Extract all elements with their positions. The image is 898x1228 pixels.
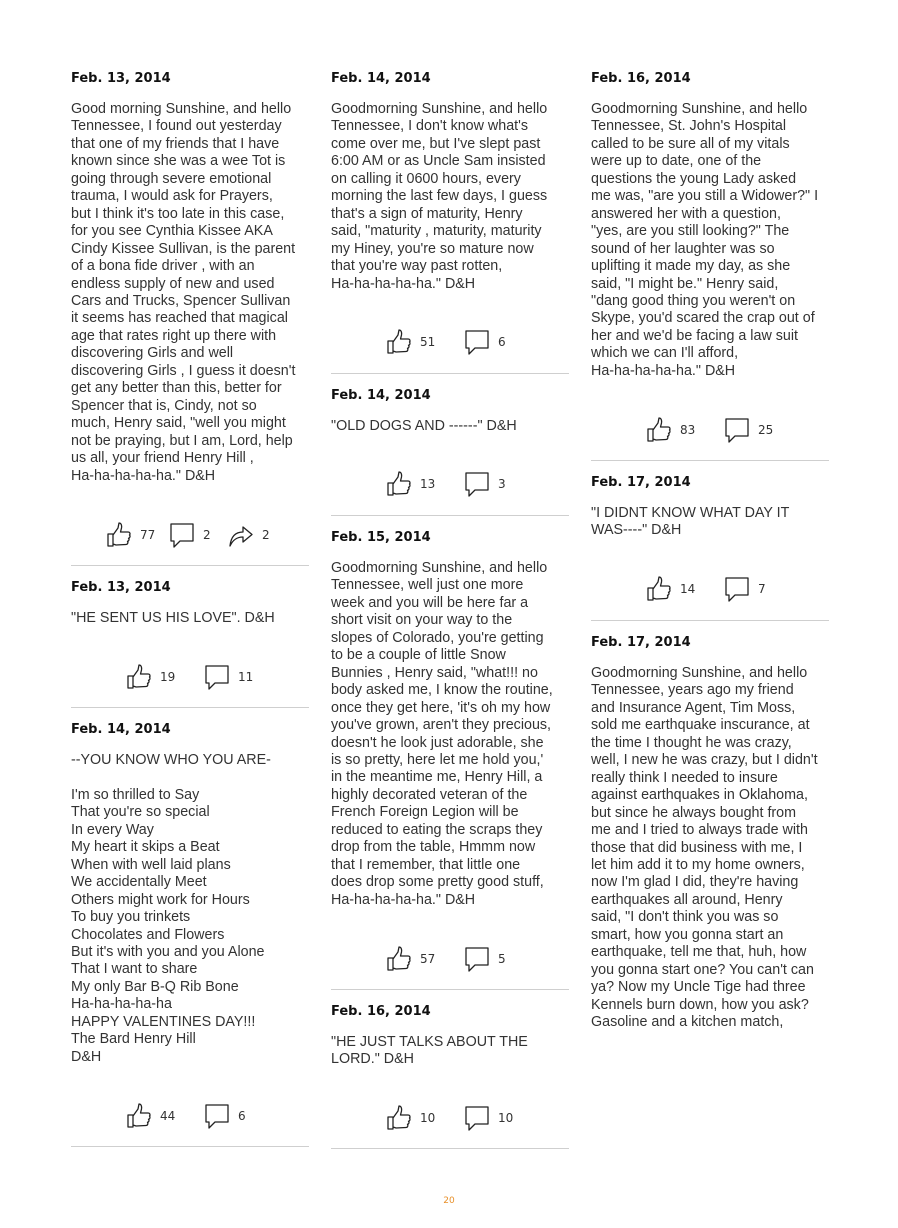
post-actions <box>331 944 569 974</box>
post-text: Goodmorning Sunshine, and hello Tennessee, well just one more week and you will be here far a short visit on your way to the slopes of Colorado, you're getting to be a couple of little Snow Bunnies , Henry said, "what!!! no body asked me, I know the routine, once they get here, 'it's oh my how you've grown, aren't they precious, doesn't he look just adorable, she is so pretty, here let me hold you,' in the meantime me, Henry Hill, a highly decorated veteran of the French Foreign Legion will be reduced to eating the scraps they drop from the table, Hmmm now that I remember, that little one does drop some pretty good stuff, Ha-ha-ha-ha-ha." D&H <box>331 560 553 908</box>
comment-count: 25 <box>758 423 774 437</box>
comment-icon <box>464 329 490 355</box>
post-date: Feb. 13, 2014 <box>71 71 171 86</box>
comment-button[interactable] <box>724 574 766 604</box>
comment-count: 10 <box>498 1111 514 1125</box>
thumbs-up-icon <box>386 946 412 972</box>
post-divider <box>331 989 569 990</box>
comment-icon <box>464 471 490 497</box>
like-button[interactable] <box>646 415 695 445</box>
thumbs-up-icon <box>646 576 672 602</box>
post-date: Feb. 17, 2014 <box>591 475 691 490</box>
post-actions <box>591 415 829 445</box>
post-divider <box>71 1146 309 1147</box>
post-date: Feb. 14, 2014 <box>71 722 171 737</box>
post-divider <box>591 620 829 621</box>
comment-button[interactable] <box>464 944 506 974</box>
post-date: Feb. 17, 2014 <box>591 635 691 650</box>
comment-icon <box>204 1103 230 1129</box>
like-count: 13 <box>420 477 436 491</box>
like-button[interactable] <box>386 944 435 974</box>
like-count: 77 <box>140 528 156 542</box>
like-count: 51 <box>420 335 436 349</box>
post-date: Feb. 14, 2014 <box>331 71 431 86</box>
like-button[interactable] <box>126 1101 175 1131</box>
comment-button[interactable] <box>204 662 253 692</box>
comment-icon <box>169 522 195 548</box>
like-count: 83 <box>680 423 696 437</box>
like-count: 57 <box>420 952 436 966</box>
comment-button[interactable] <box>464 1103 513 1133</box>
post-date: Feb. 16, 2014 <box>591 71 691 86</box>
post-actions <box>71 662 309 692</box>
thumbs-up-icon <box>126 664 152 690</box>
post-divider <box>591 460 829 461</box>
post-text: "I DIDNT KNOW WHAT DAY IT WAS----" D&H <box>591 505 790 539</box>
comment-icon <box>724 576 750 602</box>
thumbs-up-icon <box>646 417 672 443</box>
like-button[interactable] <box>646 574 695 604</box>
comment-count: 5 <box>498 952 506 966</box>
thumbs-up-icon <box>386 471 412 497</box>
like-count: 10 <box>420 1111 436 1125</box>
post-actions <box>591 574 829 604</box>
like-button[interactable] <box>386 327 435 357</box>
like-count: 14 <box>680 582 696 596</box>
page-number: 20 <box>443 1196 455 1206</box>
post-actions <box>71 1101 309 1131</box>
post-date: Feb. 15, 2014 <box>331 530 431 545</box>
thumbs-up-icon <box>386 1105 412 1131</box>
post-divider <box>71 565 309 566</box>
like-button[interactable] <box>126 662 175 692</box>
post-date: Feb. 14, 2014 <box>331 388 431 403</box>
post-text: "OLD DOGS AND ------" D&H <box>331 418 517 434</box>
post-actions <box>331 1103 569 1133</box>
post-divider <box>331 1148 569 1149</box>
post-text: Good morning Sunshine, and hello Tennessee, I found out yesterday that one of my friends that I have known since she was a wee Tot is going through severe emotional trauma, I would ask for Prayers, but I think it's too late in this case, for you see Cynthia Kissee AKA Cindy Kissee Sullivan, is the parent of a bona fide driver , with an endless supply of new and used Cars and Trucks, Spencer Sullivan it seems has reached that magical age that rates right up there with discovering Girls and well discovering Girls , I guess it doesn't get any better than this, better for Spencer that is, Cindy, not so much, Henry said, "well you might not be praying, but I am, Lord, help us all, your friend Henry Hill , Ha-ha-ha-ha-ha." D&H <box>71 101 296 484</box>
share-button[interactable] <box>228 520 270 550</box>
comment-count: 11 <box>238 670 254 684</box>
post-date: Feb. 13, 2014 <box>71 580 171 595</box>
share-icon <box>228 522 254 548</box>
thumbs-up-icon <box>106 522 132 548</box>
post-text: "HE SENT US HIS LOVE". D&H <box>71 610 275 626</box>
post-actions <box>331 327 569 357</box>
thumbs-up-icon <box>386 329 412 355</box>
like-count: 44 <box>160 1109 176 1123</box>
post-divider <box>71 707 309 708</box>
thumbs-up-icon <box>126 1103 152 1129</box>
comment-count: 3 <box>498 477 506 491</box>
share-count: 2 <box>262 528 270 542</box>
like-button[interactable] <box>386 1103 435 1133</box>
like-count: 19 <box>160 670 176 684</box>
post-date: Feb. 16, 2014 <box>331 1004 431 1019</box>
comment-count: 6 <box>238 1109 246 1123</box>
post-divider <box>331 515 569 516</box>
comment-button[interactable] <box>724 415 773 445</box>
comment-icon <box>724 417 750 443</box>
post-text: Goodmorning Sunshine, and hello Tennessee, years ago my friend and Insurance Agent, Tim Moss, sold me earthquake inscurance, at the time I thought he was crazy, well, I new he was crazy, but I didn't really think I needed to insure against earthquakes in Oklahoma, but since he always bought from me and I tried to always trade with those that did business with me, I let him add it to my home owners, now I'm glad I did, they're having earthquakes all around, Henry said, "I don't think you was so smart, how you gonna start an earthquake, tell me that, huh, how you gonna start one? You can't can ya? Now my Uncle Tige had three Kennels burn down, how you ask? Gasoline and a kitchen match, <box>591 665 818 1031</box>
comment-button[interactable] <box>464 469 506 499</box>
comment-button[interactable] <box>204 1101 246 1131</box>
comment-button[interactable] <box>169 520 211 550</box>
post-text: --YOU KNOW WHO YOU ARE- I'm so thrilled to Say That you're so special In every Way My heart it skips a Beat When with well laid plans We accidentally Meet Others might work for Hours To buy you trinkets Chocolates and Flowers But it's with you and you Alone That I want to share My only Bar B-Q Rib Bone Ha-ha-ha-ha-ha HAPPY VALENTINES DAY!!! The Bard Henry Hill D&H <box>71 752 271 1065</box>
comment-count: 2 <box>203 528 211 542</box>
post-actions <box>331 469 569 499</box>
like-button[interactable] <box>386 469 435 499</box>
comment-icon <box>464 1105 490 1131</box>
comment-icon <box>464 946 490 972</box>
like-button[interactable] <box>106 520 155 550</box>
post-text: Goodmorning Sunshine, and hello Tennessee, St. John's Hospital called to be sure all of my vitals were up to date, one of the questions the young Lady asked me was, "are you still a Widower?" I answered her with a question, "yes, are you still looking?" The sound of her laughter was so uplifting it made my day, as she said, "I might be." Henry said, "dang good thing you weren't on Skype, you'd scared the crap out of her and we'd be facing a law suit which we can I'll afford, Ha-ha-ha-ha-ha." D&H <box>591 101 819 379</box>
post-text: "HE JUST TALKS ABOUT THE LORD." D&H <box>331 1034 528 1068</box>
post-text: Goodmorning Sunshine, and hello Tennessee, I don't know what's come over me, but I've slept past 6:00 AM or as Uncle Sam insisted on calling it 0600 hours, every morning the last few days, I guess that's a sign of maturity, Henry said, "maturity , maturity, maturity my Hiney, you're so mature now that you're way past rotten, Ha-ha-ha-ha-ha." D&H <box>331 101 548 292</box>
post-actions <box>71 520 309 550</box>
comment-count: 7 <box>758 582 766 596</box>
post-divider <box>331 373 569 374</box>
comment-icon <box>204 664 230 690</box>
comment-button[interactable] <box>464 327 506 357</box>
comment-count: 6 <box>498 335 506 349</box>
